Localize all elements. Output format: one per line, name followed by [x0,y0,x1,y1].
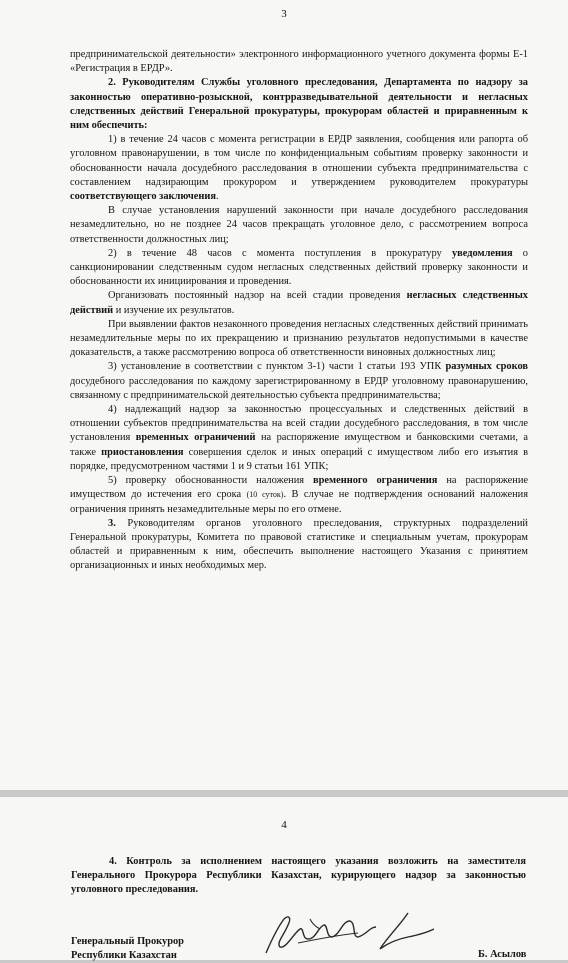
intro-line: предпринимательской деятельности» электронного информационного учетного документа формы Е-1 «Регистрация в ЕРДР». [70,49,528,75]
paragraph-supervision: Организовать постоянный надзор на всей стадии проведения негласных следственных действий и изучение их результатов. [70,290,529,316]
paragraph-violations: В случае установления нарушений законности при начале досудебного расследования незамедлительно, но не позднее 24 часов прекращать уголовное дело, с рассмотрением вопроса ответственности должностных лиц; [70,205,528,245]
item-2: 2) в течение 48 часов с момента поступления в прокуратуру уведомления о санкционировании следственным судом негласных следственных действий проверку законности и обоснованности их инициирования и проведения. [70,247,528,288]
page-body [70,48,528,574]
section-3: 3. Руководителям органов уголовного преследования, структурных подразделений Генеральной прокуратуры, Комитета по правовой статистике и специальным учетам, прокурорам областей и приравненным к ним, обеспечить выполнение настоящего Указания с принятием организационных и иных необходимых мер. [70,517,528,572]
section-2-heading: 2. Руководителям Службы уголовного преследования, Департамента по надзору за законностью оперативно-розыскной, контрразведывательной деятельности и негласных следственных действий Генеральной прокуратуры, прокурорам областей и приравненным к ним обеспечить: [70,77,528,132]
signer-name: Б. Асылов [478,949,527,960]
item-4: 4) надлежащий надзор за законностью процессуальных и следственных действий в отношении субъектов предпринимательства на всей стадии досудебного расследования, в том числе установления временных ограничений на распоряжение имуществом и банковскими счетами, а также приостановления совершения сделок и иных операций с имуществом либо его изъятия в порядке, предусмотренном частями 1 и 9 статьи 161 УПК; [70,404,528,472]
item-5: 5) проверку обоснованности наложения временного ограничения на распоряжение имуществом до истечения его срока (10 суток). В случае не подтверждения оснований наложения ограничения принять незамедлительные меры по его отмене. [70,475,529,515]
item-1: 1) в течение 24 часов с момента регистрации в ЕРДР заявления, сообщения или рапорта об уголовном правонарушении, в том числе по конфиденциальным событиям проверку законности и обоснованности начала досудебного расследования в отношении субъекта предпринимательства с составлением надзирающим прокурором и утверждением руководителем прокуратуры соответствующего заключения. [70,134,528,203]
item-3: 3) установление в соответствии с пунктом 3-1) части 1 статьи 193 УПК разумных сроков досудебного расследования по каждому зарегистрированному в ЕРДР уголовному правонарушению, связанному с предпринимательской деятельностью субъекта предпринимательства; [70,361,528,401]
page-number: 4 [281,819,287,831]
page-body [71,855,526,898]
section-4: 4. Контроль за исполнением настоящего указания возложить на заместителя Генерального Прокурора Республики Казахстан, курирующего надзор за законностью уголовного преследования. [71,856,526,896]
document-page-4 [0,797,568,960]
page-number: 3 [281,8,287,20]
signer-title: Генеральный Прокурор Республики Казахстан [71,936,184,961]
paragraph-illegal-actions: При выявлении фактов незаконного проведения негласных следственных действий принимать незамедлительные меры по их прекращению и признанию результатов недопустимыми в качестве доказательств, а также рассмотрению вопроса об ответственности виновных должностных лиц; [70,318,528,359]
handwritten-signature [258,909,448,957]
